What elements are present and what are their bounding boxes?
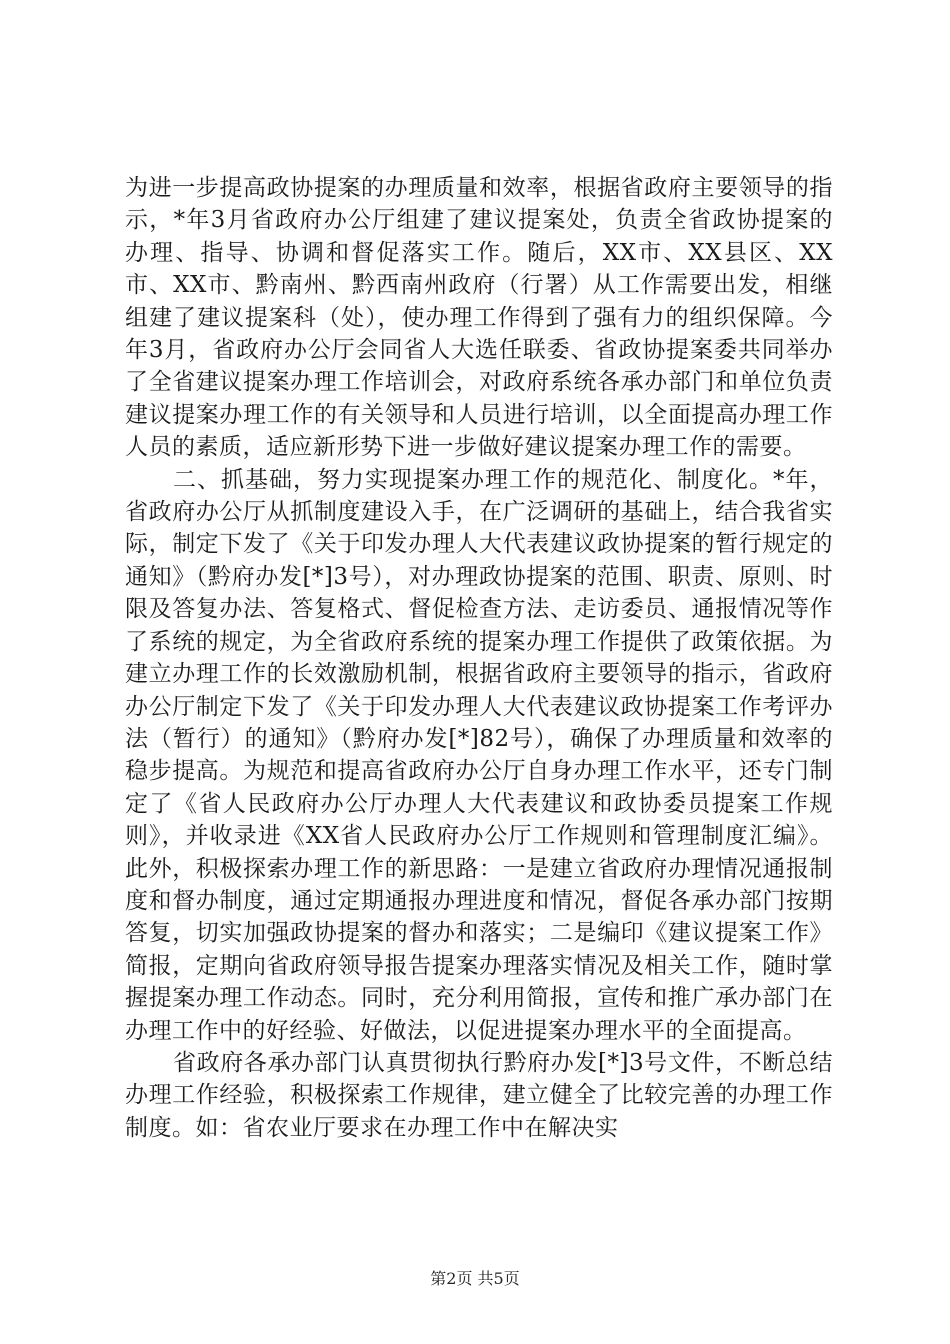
paragraph-1: 为进一步提高政协提案的办理质量和效率，根据省政府主要领导的指示，*年3月省政府办公厅组建了建议提案处，负责全省政协提案的办理、指导、协调和督促落实工作。随后，XX市、XX县区、XX市、XX市、黔南州、黔西南州政府（行署）从工作需要出发，相继组建了建议提案科（处），使办理工作得到了强有力的组织保障。今年3月，省政府办公厅会同省人大选任联委、省政协提案委共同举办了全省建议提案办理工作培训会，对政府系统各承办部门和单位负责建议提案办理工作的有关领导和人员进行培训，以全面提高办理工作人员的素质，适应新形势下进一步做好建议提案办理工作的需要。 — [125, 175, 833, 461]
paragraph-2: 二、抓基础，努力实现提案办理工作的规范化、制度化。*年，省政府办公厅从抓制度建设入手，在广泛调研的基础上，结合我省实际，制定下发了《关于印发办理人大代表建议政协提案的暂行规定的通知》（黔府办发[*]3号），对办理政协提案的范围、职责、原则、时限及答复办法、答复格式、督促检查方法、走访委员、通报情况等作了系统的规定，为全省政府系统的提案办理工作提供了政策依据。为建立办理工作的长效激励机制，根据省政府主要领导的指示，省政府办公厅制定下发了《关于印发办理人大代表建议政协提案工作考评办法（暂行）的通知》（黔府办发[*]82号），确保了办理质量和效率的稳步提高。为规范和提高省政府办公厅自身办理工作水平，还专门制定了《省人民政府办公厅办理人大代表建议和政协委员提案工作规则》，并收录进《XX省人民政府办公厅工作规则和管理制度汇编》。此外，积极探索办理工作的新思路：一是建立省政府办理情况通报制度和督办制度，通过定期通报办理进度和情况，督促各承办部门按期答复，切实加强政协提案的督办和落实；二是编印《建议提案工作》简报，定期向省政府领导报告提案办理落实情况及相关工作，随时掌握提案办理工作动态。同时，充分利用简报，宣传和推广承办部门在办理工作中的好经验、好做法，以促进提案办理水平的全面提高。 — [125, 466, 833, 1044]
paragraph-3: 省政府各承办部门认真贯彻执行黔府办发[*]3号文件，不断总结办理工作经验，积极探索工作规律，建立健全了比较完善的办理工作制度。如：省农业厅要求在办理工作中在解决实 — [125, 1049, 833, 1141]
page-footer: 第2页 共5页 — [430, 1269, 520, 1288]
document-body — [125, 172, 833, 1144]
